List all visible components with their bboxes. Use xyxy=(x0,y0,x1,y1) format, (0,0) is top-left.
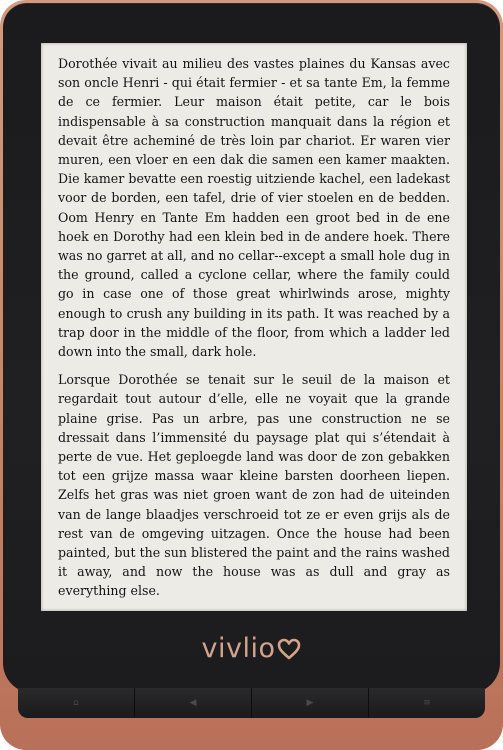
paragraph-2: Lorsque Dorothée se tenait sur le seuil de la maison et regardait tout autour d’elle, elle ne voyait que la grande plaine grise. Pas un arbre, pas une construction ne se dressait dans l’immensité du paysage plat qui s’étendait à perte de vue. Het geploegde land was door de zon gebakken tot een grijze massa waar kleine barsten doorheen liepen. Zelfs het gras was niet groen want de zon had de uiteinden van de lange blaadjes verschroeid tot ze er even grijs als de rest van de omgeving uitzagen. Once the house had been painted, but the sun blistered the paint and the rains washed it away, and now the house was as dull and gray as everything else. xyxy=(58,372,450,599)
home-icon: ⌂ xyxy=(73,698,79,708)
home-button[interactable] xyxy=(18,688,135,718)
hardware-button-bar xyxy=(18,688,485,718)
menu-button[interactable] xyxy=(369,688,485,718)
eink-screen[interactable] xyxy=(41,43,467,611)
paragraph-1: Dorothée vivait au milieu des vastes plaines du Kansas avec son oncle Henri - qui était fermier - et sa tante Em, la femme de ce fermier. Leur maison était petite, car le bois indispensable à sa construction manquait dans la région et devait être acheminé de très loin par chariot. Er waren vier muren, een vloer en een dak die samen een kamer maakten. Die kamer bevatte een roestig uitziende kachel, een ladekast voor de borden, een tafel, drie of vier stoelen en de bedden. Oom Henry en Tante Em hadden een groot bed in de ene hoek en Dorothy had een klein bed in de andere hoek. There was no garret at all, and no cellar--except a small hole dug in the ground, called a cyclone cellar, where the family could go in case one of those great whirlwinds arose, mighty enough to crush any building in its path. It was reached by a trap door in the middle of the floor, from which a ladder led down into the small, dark hole. xyxy=(58,56,450,360)
page-back-button[interactable] xyxy=(135,688,252,718)
menu-icon: ≡ xyxy=(423,698,431,708)
heart-icon xyxy=(277,637,301,661)
device-bezel xyxy=(3,3,500,693)
triangle-right-icon: ▶ xyxy=(306,698,314,708)
triangle-left-icon: ◀ xyxy=(189,698,197,708)
logo-text: vivlio xyxy=(201,633,276,664)
brand-logo xyxy=(0,633,503,664)
book-page xyxy=(58,54,450,610)
page-forward-button[interactable] xyxy=(252,688,369,718)
